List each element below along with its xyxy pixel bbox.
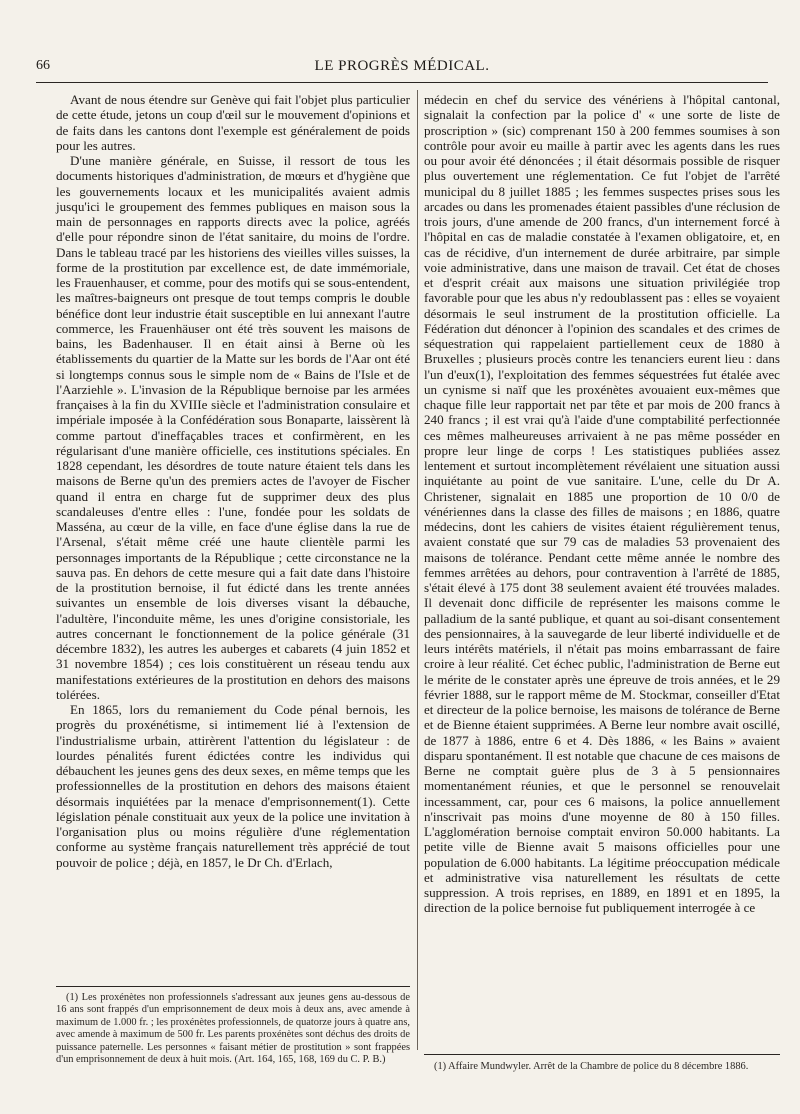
right-column [424,92,780,916]
footnote-right [424,1061,780,1073]
footnote-rule-right [424,1054,780,1055]
footnote-rule-left [56,986,410,987]
paragraph: D'une manière générale, en Suisse, il ressort de tous les documents historiques d'administration, de mœurs et d'hygiène que les gouvernements locaux et les municipalités avaient admis jusqu'ici le groupement des femmes publiques en maison sous la main de personnages en rapports directs avec la police, agréés d'elle pour répondre sinon de l'état sanitaire, du moins de l'ordre. Dans le tableau tracé par les historiens des vieilles villes suisses, la forme de la prostitution par excellence est, de date immémoriale, les Frauenhauser, et comme, pour des motifs qui se sous-entendent, les maîtres-baigneurs ont presque de tout temps compris le double bénéfice dont leur industrie était susceptible en lui annexant l'autre commerce, les Frauenhäuser ont été très souvent les maisons de bains, les Badenhauser. Il en était ainsi à Berne où les établissements du quartier de la Matte sur les bords de l'Aar ont été si longtemps connus sous le simple nom de « Bains de l'Isle et de l'Aarziehle ». L'invasion de la République bernoise par les armées françaises à la fin du XVIIIe siècle et l'administration consulaire et impériale imposée à la Confédération sous Bonaparte, laissèrent là comme partout d'ineffaçables traces et confirmèrent, en les régularisant d'une manière officielle, ces institutions spéciales. En 1828 cependant, les désordres de toute nature étaient tels dans les maisons de Berne qu'un des premiers actes de l'avoyer de Fischer quand il entra en charge fut de supprimer deux des plus scandaleuses d'entre elles : l'une, fondée pour les soldats de Masséna, au cœur de la ville, en face d'une église dans la rue de l'Arsenal, s'était même créé une haute clientèle parmi les personnages importants de la République ; cette circonstance ne la sauva pas. En dehors de cette mesure qui a fait date dans l'histoire de la prostitution bernoise, il fut édicté dans les trente années suivantes un ensemble de lois diverses visant la débauche, l'adultère, l'inconduite même, les unes d'origine consistoriale, les autres concernant le fonctionnement de la police générale (31 décembre 1832), les autres les auberges et cabarets (4 juin 1852 et 31 novembre 1854) ; ces lois constituèrent un réseau tendu aux manifestations extérieures de la prostitution en dehors des maisons tolérées. [56,153,410,702]
page-number: 66 [36,58,50,73]
footnote-text: (1) Les proxénètes non professionnels s'adressant aux jeunes gens au-dessous de 16 ans sont frappés d'un emprisonnement de deux mois à deux ans, avec amende à maximum de 1.000 fr. ; les proxénètes professionnels, de quatorze jours à quatre ans, avec amende à maximum de 500 fr. Les parents proxénètes sont déchus des droits de puissance paternelle. Les personnes « faisant métier de prostitution » sont frappées d'un emprisonnement de deux à huit mois. (Art. 164, 165, 168, 169 du C. P. B.) [56,992,410,1066]
left-column [56,92,410,870]
paragraph: médecin en chef du service des vénériens à l'hôpital cantonal, signalait la confection par la police d' « une sorte de liste de proscription » (sic) comprenant 150 à 200 femmes soumises à son contrôle pour avoir eu maille à partir avec les agents dans les rues ou pour avoir été dénoncées ; il était désormais possible de risquer plus ouvertement une réglementation. Ce fut l'objet de l'arrêté municipal du 8 juillet 1885 ; les femmes suspectes prises sous les arcades ou dans les promenades étaient passibles d'une réclusion de trois jours, d'une amende de 200 francs, d'un internement forcé à l'hôpital en cas de maladie constatée à l'examen obligatoire, et, en cas de récidive, d'un internement de durée arbitraire, par simple voie administrative, dans une maison de travail. Cet état de choses et d'esprit créait aux maisons une situation privilégiée trop favorable pour que les abus n'y redoublassent pas : elles se voyaient désormais le seul instrument de la prostitution officielle. La Fédération dut dénoncer à l'opinion des scandales et des crimes de séquestration qui rappelaient partiellement ceux de 1880 à Bruxelles ; plusieurs procès contre les tenanciers eurent lieu : dans l'un d'eux(1), l'exploitation des femmes séquestrées fut étalée avec un cynisme si naïf que les proxénètes avouaient eux-mêmes que chaque fille leur rapportait net par tête et par mois de 200 francs à 240 francs ; il est vrai qu'à l'aide d'une comptabilité perfectionnée ces mêmes malheureuses arrivaient à ne pas même posséder en propre leur linge de corps ! Les statistiques publiées assez lentement et surtout incomplètement révélaient une situation aussi inquiétante au point de vue sanitaire. L'une, celle du Dr A. Christener, signalait en 1885 une proportion de 10 0/0 de vénériennes dans la classe des filles de maisons ; en 1886, quatre médecins, dont les cahiers de visites étaient régulièrement tenus, avaient constaté que sur 79 cas de maladies 53 provenaient des maisons de tolérance. Pendant cette même année le nombre des femmes arrêtées au dehors, pour contravention à l'arrêté de 1885, s'était élevé à 175 dont 38 seulement avaient été trouvées malades. Il devenait donc difficile de représenter les maisons comme le palladium de la santé publique, et quant au soi-disant consentement des pensionnaires, à la sauvegarde de leur liberté individuelle et de leurs intérêts matériels, il n'était pas moins embarrassant de faire croire à leur réalité. Cet échec public, l'administration de Berne eut le mérite de le constater après une épreuve de trois années, et le 29 février 1888, sur le rapport même de M. Stockmar, conseiller d'Etat et directeur de la police bernoise, les maisons de tolérance de Berne et de Bienne étaient supprimées. A Berne leur nombre avait oscillé, de 1877 à 1886, entre 6 et 4. Dès 1886, « les Bains » avaient disparu spontanément. Il est notable que chacune de ces maisons de Berne ne comptait guère plus de 3 à 5 pensionnaires momentanément réunies, et que le personnel se renouvelait incessamment, car, pour ces 6 maisons, la police annuellement n'inscrivait pas moins d'une moyenne de 80 à 150 filles. L'agglomération bernoise comptait environ 50.000 habitants. La petite ville de Bienne avait 5 maisons officielles pour une population de 6.000 habitants. La légitime préoccupation médicale et administrative visa naturellement les résultats de cette suppression. A trois reprises, en 1889, en 1891 et en 1895, la direction de la police bernoise fut publiquement interrogée à ce [424,92,780,916]
footnote-text: (1) Affaire Mundwyler. Arrêt de la Chambre de police du 8 décembre 1886. [434,1061,749,1072]
running-title: LE PROGRÈS MÉDICAL. [314,58,490,74]
column-divider [417,90,418,1050]
footnote-left [56,992,410,1066]
paragraph: En 1865, lors du remaniement du Code pénal bernois, les progrès du proxénétisme, si intimement lié à l'extension de l'industrialisme urbain, attirèrent l'attention du législateur : de lourdes pénalités furent édictées contre les individus qui débauchent les jeunes gens des deux sexes, en même temps que les professionnelles de la prostitution en dehors des maisons étaient désormais inquiétées par la menace d'emprisonnement(1). Cette législation pénale constituait aux yeux de la police une invitation à l'organisation plus ou moins régulière d'une réglementation conforme au système français naturellement très apprécié de tout pouvoir de police ; déjà, en 1857, le Dr Ch. d'Erlach, [56,702,410,870]
header-rule [36,82,768,83]
page-header [36,58,768,80]
paragraph: Avant de nous étendre sur Genève qui fait l'objet plus particulier de cette étude, jetons un coup d'œil sur le mouvement d'opinions et de faits dans les cantons dont l'exemple est généralement de poids pour les autres. [56,92,410,153]
